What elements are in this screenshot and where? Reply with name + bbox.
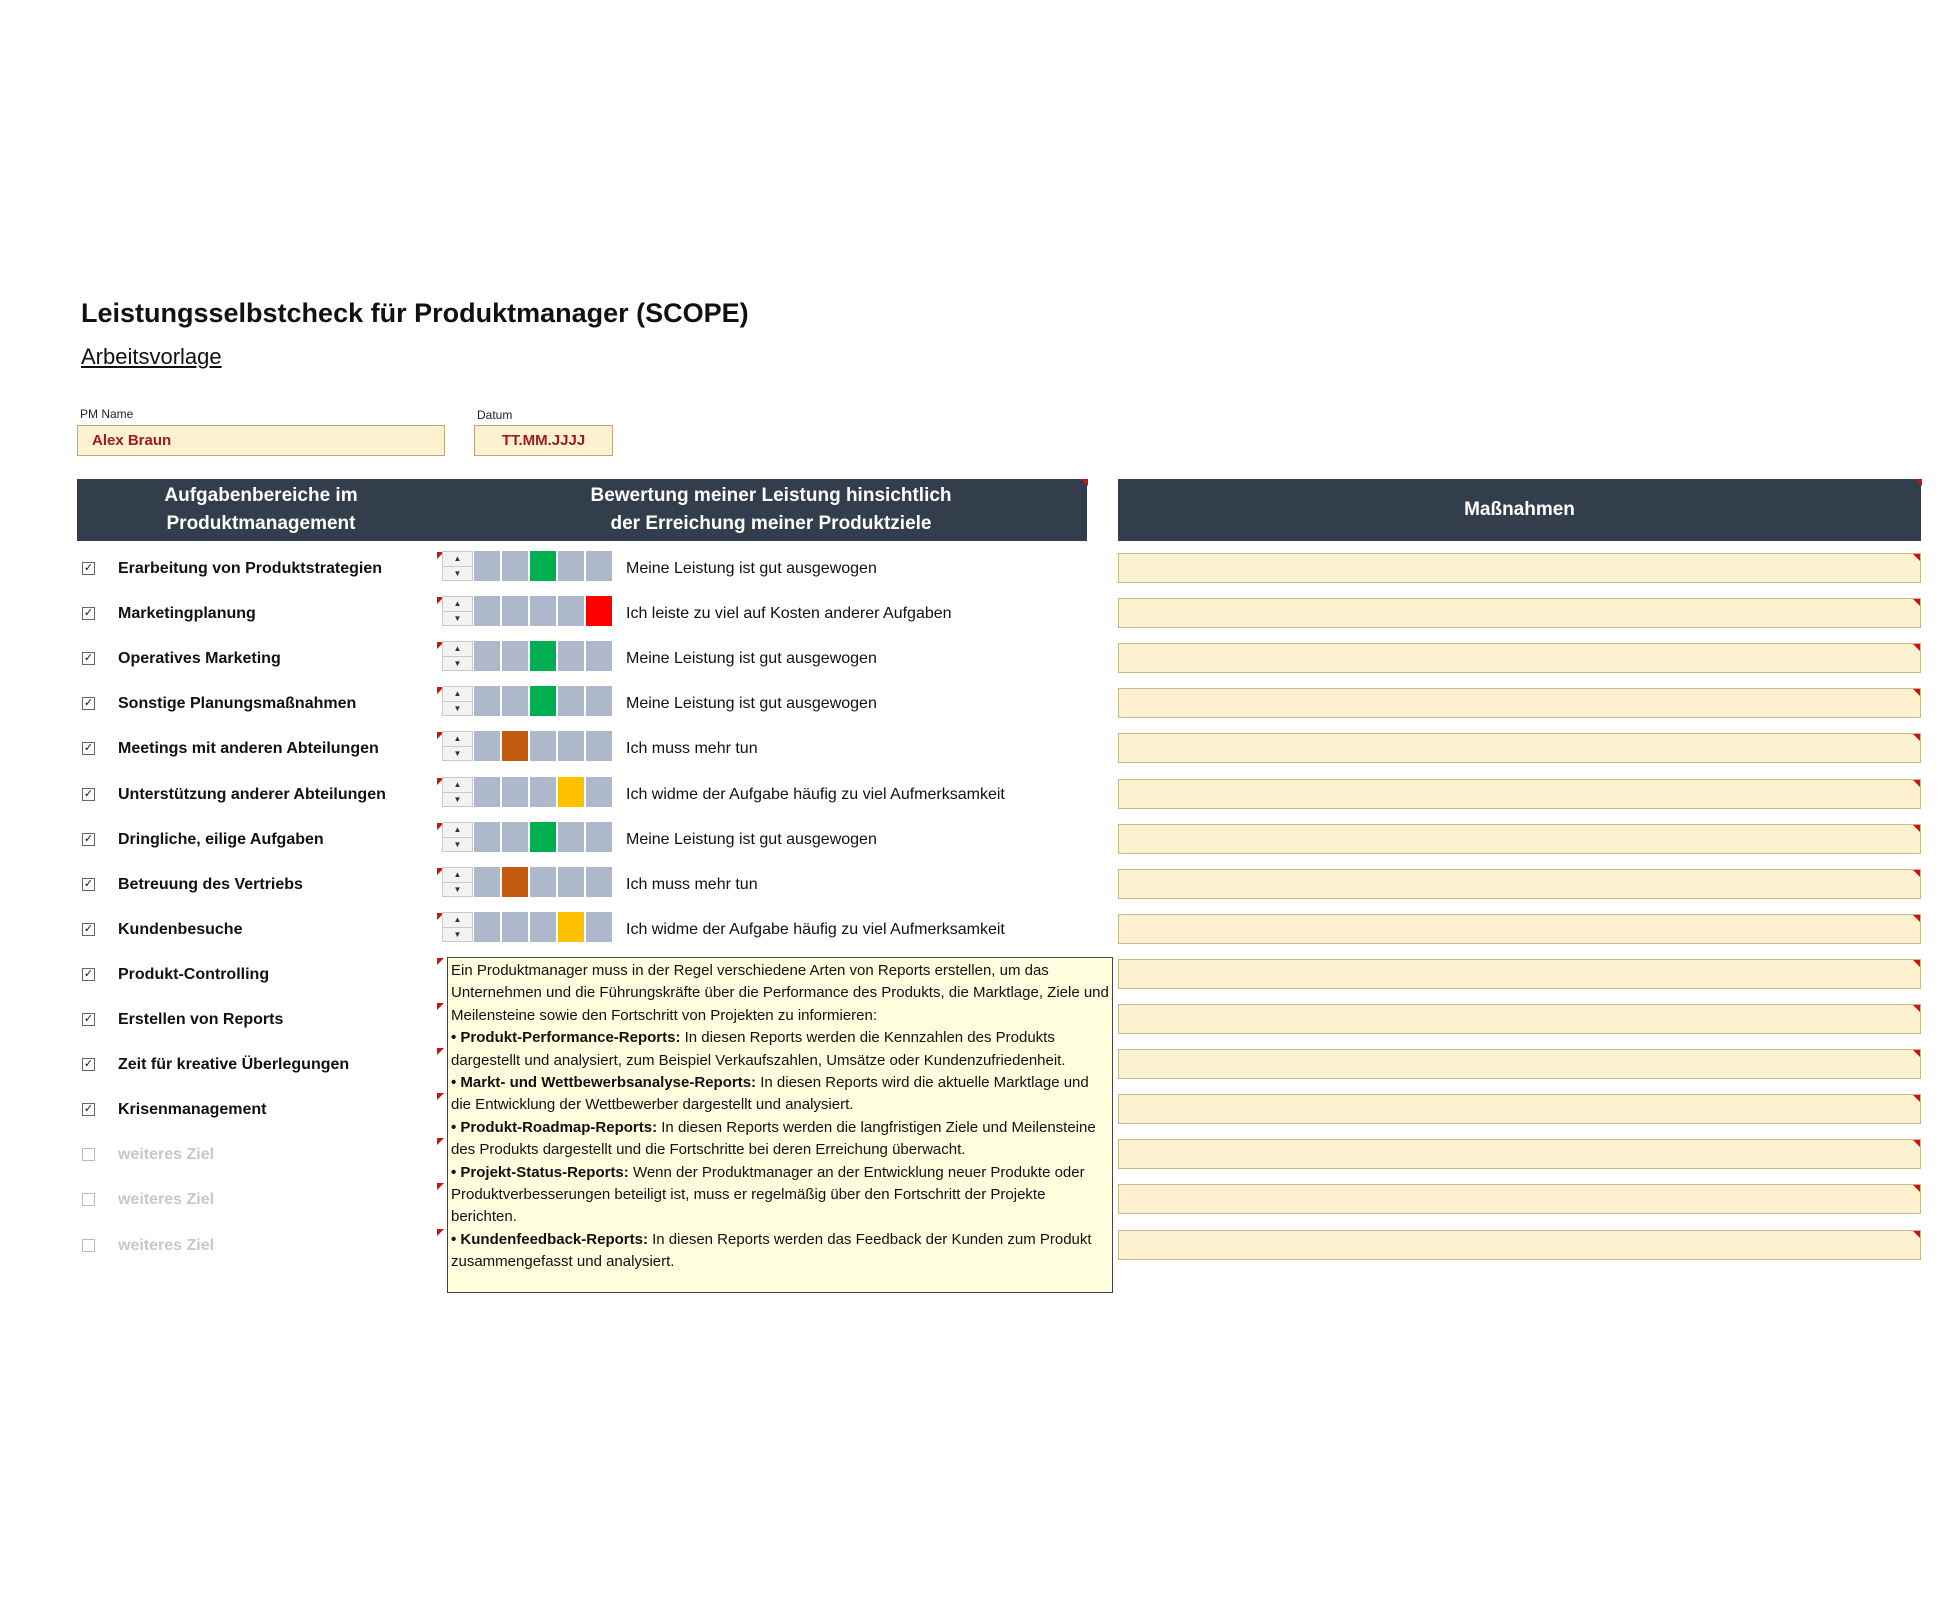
spinner-up-icon[interactable]: ▲ [443, 597, 472, 612]
rating-text: Ich widme der Aufgabe häufig zu viel Aufmerksamkeit [626, 920, 1005, 938]
spinner-up-icon[interactable]: ▲ [443, 642, 472, 657]
tooltip-item [451, 1162, 1109, 1229]
tooltip-item-title: • Projekt-Status-Reports: [451, 1163, 629, 1181]
rating-spinner[interactable] [442, 867, 473, 897]
table-row [0, 729, 1946, 774]
page-subtitle: Arbeitsvorlage [81, 344, 222, 369]
rating-scale [474, 641, 612, 671]
rating-cell [474, 822, 500, 852]
rating-spinner[interactable] [442, 822, 473, 852]
rating-cell [586, 596, 612, 626]
task-checkbox[interactable] [82, 1193, 95, 1206]
massnahme-input[interactable] [1118, 824, 1921, 854]
rating-cell [530, 686, 556, 716]
header-aufgaben: Aufgabenbereiche im Produktmanagement [77, 479, 445, 541]
spinner-down-icon[interactable]: ▼ [453, 929, 462, 939]
tooltip-item-title: • Produkt-Roadmap-Reports: [451, 1118, 658, 1136]
datum-value: TT.MM.JJJJ [501, 432, 586, 449]
rating-cell [530, 551, 556, 581]
rating-scale [474, 912, 612, 942]
task-checkbox[interactable]: ✓ [83, 562, 94, 574]
rating-text: Ich widme der Aufgabe häufig zu viel Aufmerksamkeit [626, 785, 1005, 803]
task-label: weiteres Ziel [118, 1191, 215, 1209]
massnahme-input[interactable] [1118, 1094, 1921, 1124]
rating-cell [558, 822, 584, 852]
comment-indicator [1913, 780, 1920, 787]
rating-cell [586, 731, 612, 761]
comment-indicator [1913, 554, 1920, 561]
rating-cell [558, 641, 584, 671]
rating-cell [558, 596, 584, 626]
comment-indicator [1913, 960, 1920, 967]
task-checkbox[interactable]: ✓ [83, 787, 94, 800]
rating-cell [502, 641, 528, 671]
comment-indicator [1913, 599, 1920, 606]
rating-cell [586, 641, 612, 671]
rating-cell [530, 731, 556, 761]
massnahme-input[interactable] [1118, 598, 1921, 628]
spinner-down-icon[interactable]: ▼ [453, 614, 462, 624]
rating-cell [474, 867, 500, 897]
task-label: weiteres Ziel [118, 1146, 215, 1164]
tooltip-items [451, 1027, 1109, 1273]
rating-cell [558, 777, 584, 807]
task-checkbox[interactable]: ✓ [83, 922, 94, 935]
table-row [0, 684, 1946, 729]
pm-name-label: PM Name [80, 407, 134, 421]
tooltip-item-title: • Kundenfeedback-Reports: [451, 1230, 648, 1248]
rating-cell [474, 641, 500, 671]
massnahme-input[interactable] [1118, 688, 1921, 718]
tooltip-item-title: • Produkt-Performance-Reports: [451, 1029, 681, 1047]
rating-cell [474, 551, 500, 581]
spinner-down-icon[interactable]: ▼ [453, 569, 462, 578]
comment-indicator [1913, 1005, 1920, 1012]
rating-cell [530, 867, 556, 897]
task-label: Marketingplanung [118, 605, 256, 623]
table-row [0, 775, 1946, 820]
pm-name-field[interactable] [77, 425, 445, 456]
spinner-up-icon[interactable]: ▲ [443, 913, 472, 928]
task-label: Krisenmanagement [118, 1101, 267, 1119]
rating-cell [530, 641, 556, 671]
rating-cell [502, 551, 528, 581]
rating-cell [530, 912, 556, 942]
tooltip-intro: Ein Produktmanager muss in der Regel verschiedene Arten von Reports erstellen, um das Unternehmen und die Führungskräfte über die Performance des Produkts, die Marktlage, Ziele und Meilensteine sowie den Fortschritt von Projekten zu informieren: [451, 962, 1109, 1024]
spinner-down-icon[interactable]: ▼ [453, 884, 462, 894]
rating-cell [502, 912, 528, 942]
rating-spinner[interactable] [442, 731, 473, 761]
tooltip-item-title: • Markt- und Wettbewerbsanalyse-Reports: [451, 1074, 757, 1092]
rating-cell [502, 867, 528, 897]
comment-indicator [1913, 689, 1920, 696]
rating-cell [502, 822, 528, 852]
page-title: Leistungsselbstcheck für Produktmanager (SCOPE) [81, 298, 749, 328]
comment-indicator [1913, 1185, 1920, 1192]
spinner-up-icon[interactable]: ▲ [443, 732, 472, 747]
rating-cell [586, 912, 612, 942]
rating-spinner[interactable] [442, 777, 473, 807]
table-row [0, 549, 1946, 594]
rating-spinner[interactable] [442, 551, 473, 581]
task-label: Operatives Marketing [118, 650, 281, 668]
massnahme-input[interactable] [1118, 733, 1921, 763]
rating-cell [502, 731, 528, 761]
comment-indicator [437, 1183, 444, 1190]
tooltip-item-text: In diesen Reports werden die Kennzahlen des Produkts dargestellt und analysiert, zum Beispiel Verkaufszahlen, Umsätze oder Kundenzufriedenheit. [451, 1029, 1066, 1069]
spinner-down-icon[interactable]: ▼ [453, 749, 462, 759]
rating-scale [474, 596, 612, 626]
spinner-down-icon[interactable]: ▼ [453, 794, 462, 804]
comment-indicator [437, 1229, 444, 1236]
tooltip-item-text: In diesen Reports werden das Feedback der Kunden zum Produkt zusammengefasst und analysiert. [451, 1230, 1092, 1271]
rating-spinner[interactable] [442, 912, 473, 942]
task-checkbox[interactable]: ✓ [83, 697, 94, 710]
rating-cell [474, 777, 500, 807]
table-row [0, 820, 1946, 865]
datum-field[interactable] [474, 425, 613, 456]
rating-cell [502, 686, 528, 716]
rating-cell [558, 686, 584, 716]
comment-indicator [1915, 479, 1922, 486]
task-checkbox[interactable]: ✓ [83, 652, 94, 665]
task-checkbox[interactable]: ✓ [83, 877, 94, 890]
comment-indicator [1913, 734, 1920, 741]
tooltip-item [451, 1229, 1109, 1274]
spinner-down-icon[interactable]: ▼ [453, 659, 462, 669]
tooltip-item-text: Wenn der Produktmanager an der Entwicklung neuer Produkte oder Produktverbesserungen beteiligt ist, muss er regelmäßig über den Fortschritt der Projekte berichten. [451, 1163, 1085, 1226]
massnahme-input[interactable] [1118, 779, 1921, 809]
task-checkbox[interactable]: ✓ [83, 1103, 94, 1116]
rating-text: Meine Leistung ist gut ausgewogen [626, 830, 877, 848]
rating-text: Meine Leistung ist gut ausgewogen [626, 695, 877, 713]
rating-text: Ich muss mehr tun [626, 740, 758, 758]
massnahme-input[interactable] [1118, 553, 1921, 583]
task-label: Sonstige Planungsmaßnahmen [118, 695, 357, 713]
rating-cell [558, 867, 584, 897]
tooltip-item [451, 1072, 1109, 1117]
massnahme-input[interactable] [1118, 914, 1921, 944]
tooltip-item [451, 1117, 1109, 1162]
task-checkbox[interactable]: ✓ [83, 1058, 94, 1071]
comment-indicator [1913, 1231, 1920, 1238]
rating-text: Ich muss mehr tun [626, 875, 758, 893]
comment-tooltip [447, 957, 1113, 1293]
rating-cell [502, 777, 528, 807]
massnahme-input[interactable] [1118, 1184, 1921, 1214]
tooltip-item-text: In diesen Reports werden die langfristigen Ziele und Meilensteine des Produkts dargestellt und die Fortschritte bei deren Erreichung überwacht. [451, 1118, 1096, 1159]
spinner-up-icon[interactable]: ▲ [443, 552, 472, 567]
rating-spinner[interactable] [442, 641, 473, 671]
rating-spinner[interactable] [442, 596, 473, 626]
task-label: Meetings mit anderen Abteilungen [118, 740, 379, 758]
task-checkbox[interactable]: ✓ [83, 967, 94, 980]
task-checkbox[interactable] [82, 1148, 95, 1161]
rating-cell [530, 596, 556, 626]
task-label: Kundenbesuche [118, 920, 243, 938]
table-row [0, 910, 1946, 955]
rating-cell [586, 822, 612, 852]
rating-cell [558, 912, 584, 942]
task-label: Erstellen von Reports [118, 1011, 284, 1028]
task-checkbox[interactable]: ✓ [83, 832, 94, 845]
comment-indicator [1913, 1095, 1920, 1102]
rating-cell [558, 731, 584, 761]
task-label: Zeit für kreative Überlegungen [118, 1056, 350, 1074]
task-checkbox[interactable]: ✓ [83, 607, 94, 620]
massnahme-input[interactable] [1118, 1230, 1921, 1260]
comment-indicator [1913, 825, 1920, 832]
rating-cell [474, 731, 500, 761]
rating-cell [586, 686, 612, 716]
comment-indicator [437, 1093, 444, 1100]
comment-indicator [437, 1048, 444, 1055]
table-row [0, 594, 1946, 639]
rating-spinner[interactable] [442, 686, 473, 716]
massnahme-input[interactable] [1118, 643, 1921, 673]
rating-scale [474, 777, 612, 807]
comment-indicator [1913, 915, 1920, 922]
massnahme-input[interactable] [1118, 869, 1921, 899]
massnahme-input[interactable] [1118, 959, 1921, 989]
comment-indicator [437, 958, 444, 965]
rating-cell [530, 822, 556, 852]
table-row [0, 639, 1946, 684]
datum-label: Datum [477, 408, 513, 422]
task-label: Betreuung des Vertriebs [118, 875, 303, 893]
spinner-up-icon[interactable]: ▲ [443, 687, 472, 702]
spinner-down-icon[interactable]: ▼ [453, 704, 462, 714]
task-checkbox[interactable]: ✓ [83, 1013, 94, 1025]
massnahme-input[interactable] [1118, 1004, 1921, 1034]
task-checkbox[interactable]: ✓ [83, 742, 94, 755]
rating-cell [586, 551, 612, 581]
rating-text: Ich leiste zu viel auf Kosten anderer Aufgaben [626, 605, 952, 623]
rating-text: Meine Leistung ist gut ausgewogen [626, 560, 877, 577]
rating-cell [586, 867, 612, 897]
task-label: Erarbeitung von Produktstrategien [118, 560, 383, 577]
rating-cell [530, 777, 556, 807]
spinner-up-icon[interactable]: ▲ [443, 823, 472, 838]
massnahme-input[interactable] [1118, 1139, 1921, 1169]
rating-cell [474, 686, 500, 716]
rating-cell [586, 777, 612, 807]
tooltip-item-text: In diesen Reports wird die aktuelle Marktlage und die Entwicklung der Wettbewerber dargestellt und analysiert. [451, 1074, 1089, 1114]
massnahme-input[interactable] [1118, 1049, 1921, 1079]
comment-indicator [1081, 479, 1088, 486]
task-checkbox[interactable] [82, 1239, 95, 1252]
rating-cell [474, 912, 500, 942]
tooltip-item [451, 1027, 1109, 1072]
rating-scale [474, 867, 612, 897]
spinner-up-icon[interactable]: ▲ [443, 778, 472, 793]
rating-cell [558, 551, 584, 581]
comment-indicator [437, 1138, 444, 1145]
rating-text: Meine Leistung ist gut ausgewogen [626, 650, 877, 668]
header-bewertung: Bewertung meiner Leistung hinsichtlich der Erreichung meiner Produktziele [445, 479, 1087, 541]
rating-scale [474, 551, 612, 581]
spinner-down-icon[interactable]: ▼ [453, 839, 462, 849]
comment-indicator [1913, 870, 1920, 877]
spinner-up-icon[interactable]: ▲ [443, 868, 472, 883]
pm-name-value: Alex Braun [92, 432, 172, 449]
task-label: Unterstützung anderer Abteilungen [118, 785, 386, 803]
comment-indicator [437, 1003, 444, 1010]
rating-cell [502, 596, 528, 626]
comment-indicator [1913, 1140, 1920, 1147]
task-label: Produkt-Controlling [118, 965, 270, 983]
table-row [0, 865, 1946, 910]
rating-scale [474, 731, 612, 761]
rating-scale [474, 686, 612, 716]
rating-scale [474, 822, 612, 852]
header-massnahmen: Maßnahmen [1118, 479, 1921, 541]
comment-indicator [1913, 1050, 1920, 1057]
rating-cell [474, 596, 500, 626]
comment-indicator [1913, 644, 1920, 651]
task-label: Dringliche, eilige Aufgaben [118, 830, 324, 848]
task-label: weiteres Ziel [118, 1236, 215, 1254]
